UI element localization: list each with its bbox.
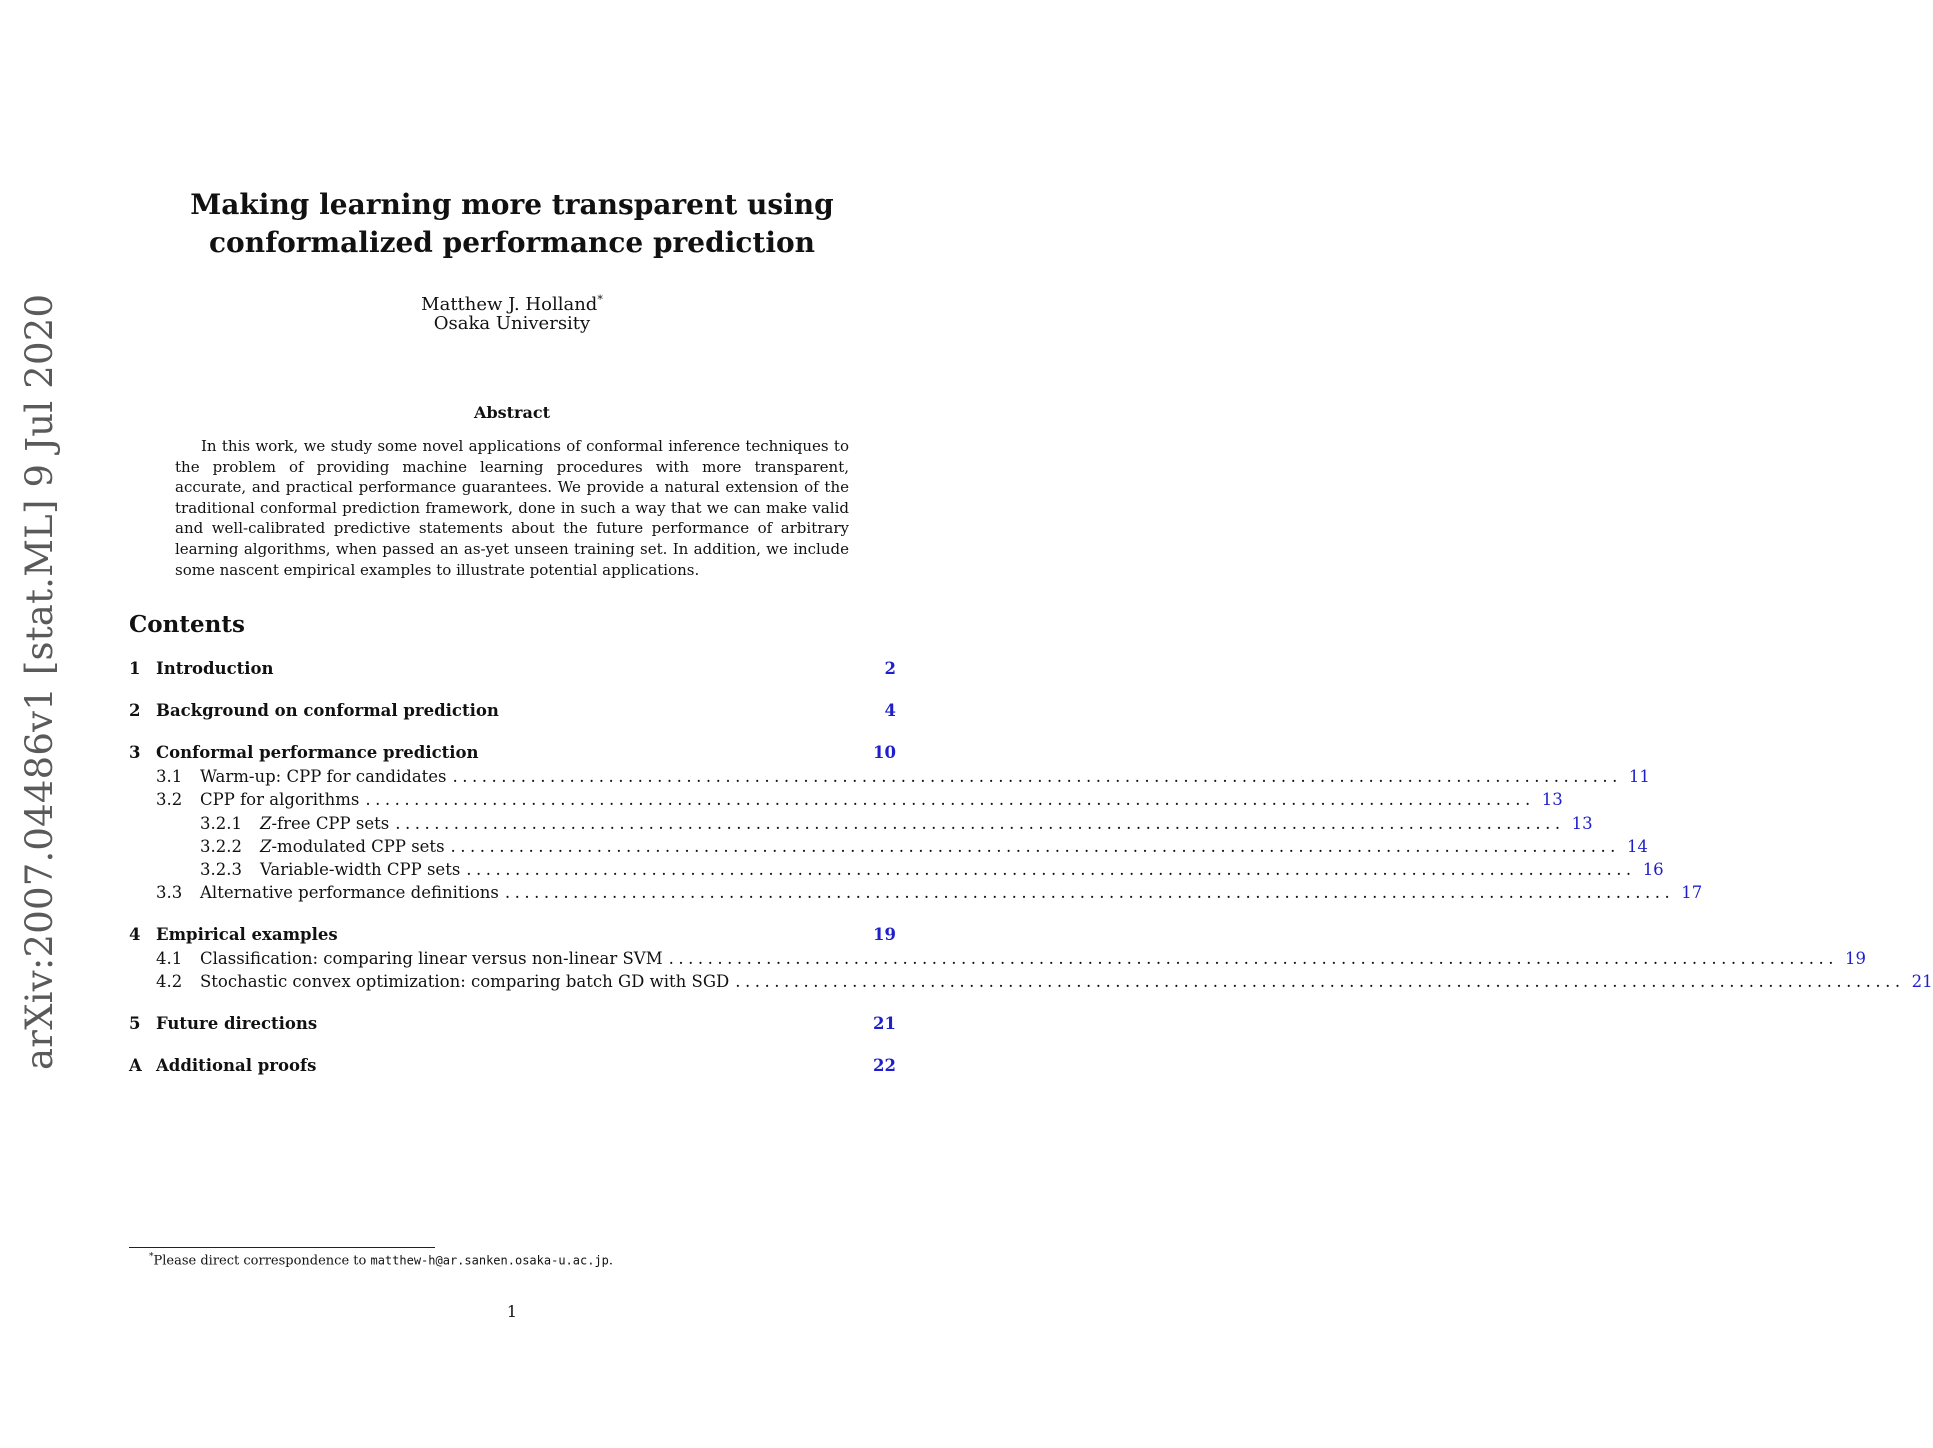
toc-page-link[interactable]: 21 xyxy=(1911,972,1933,991)
toc-entry-number: 3.3 xyxy=(156,883,183,902)
toc-page-link[interactable]: 17 xyxy=(1681,883,1703,902)
contents-heading: Contents xyxy=(129,611,245,638)
toc-entry[interactable] xyxy=(129,699,896,723)
toc-entry-title-text: Future directions xyxy=(156,1014,318,1033)
toc-leader-dots: ........................................................................................................................ xyxy=(504,883,1675,902)
paper-title: Making learning more transparent using conformalized performance prediction xyxy=(190,188,834,259)
toc-entry[interactable] xyxy=(129,858,1664,882)
footnote-email[interactable]: matthew-h@ar.sanken.osaka-u.ac.jp xyxy=(370,1253,609,1268)
toc-entry-title xyxy=(156,1012,317,1036)
page-number: 1 xyxy=(506,1302,518,1321)
toc-entry[interactable] xyxy=(129,812,1593,836)
toc-leader-dots: ........................................................................................................................ xyxy=(395,814,1565,833)
toc-leader-dots: ........................................................................................................................ xyxy=(452,767,1622,786)
toc-entry[interactable] xyxy=(129,835,1648,859)
toc-entry-number: 3.2.1 xyxy=(200,814,242,833)
toc-leader-dots: ........................................................................................................................ xyxy=(450,837,1620,856)
toc-entry-number: 3.1 xyxy=(156,767,183,786)
toc-entry-title-text: Empirical examples xyxy=(156,925,338,944)
toc-entry-title-text: -modulated CPP sets xyxy=(271,837,445,856)
toc-entry[interactable] xyxy=(129,947,1867,971)
toc-leader-dots: ........................................................................................................................ xyxy=(466,860,1636,879)
toc-entry-title-text: CPP for algorithms xyxy=(200,790,360,809)
toc-entry[interactable] xyxy=(129,765,1650,789)
abstract-text: In this work, we study some novel applications of conformal inference techniques to the problem of providing machine learning procedures with more transparent, accurate, and practical performance guarantees. We provide a natural extension of the traditional conformal prediction framework, done in such a way that we can make valid and well-calibrated predictive statements about the future performance of arbitrary learning algorithms, when passed an as-yet unseen training set. In addition, we include some nascent empirical examples to illustrate potential applications. xyxy=(175,437,849,579)
footnote xyxy=(149,1252,613,1268)
toc-page-link[interactable]: 4 xyxy=(884,701,896,720)
toc-entry-title xyxy=(200,970,729,994)
toc-entry-title xyxy=(260,858,460,882)
toc-page-link[interactable]: 16 xyxy=(1642,860,1664,879)
toc-entry[interactable] xyxy=(129,881,1703,905)
author-name-text: Matthew J. Holland xyxy=(421,294,598,315)
toc-entry-title xyxy=(200,947,663,971)
toc-entry-title-text: Classification: comparing linear versus non-linear SVM xyxy=(200,949,663,968)
toc-entry-title-text: Alternative performance definitions xyxy=(200,883,499,902)
toc-entry-title xyxy=(156,1054,316,1078)
footnote-text: Please direct correspondence to xyxy=(153,1253,371,1269)
toc-entry-title xyxy=(200,881,499,905)
toc-leader-dots: ........................................................................................................................ xyxy=(365,790,1535,809)
toc-entry-number: A xyxy=(129,1056,142,1075)
toc-entry-title-text: Conformal performance prediction xyxy=(156,743,479,762)
footnote-rule xyxy=(129,1247,435,1248)
footnote-suffix: . xyxy=(608,1253,614,1269)
toc-page-link[interactable]: 19 xyxy=(1845,949,1867,968)
toc-entry-number: 5 xyxy=(129,1014,141,1033)
toc-page-link[interactable]: 2 xyxy=(884,659,896,678)
toc-entry-number: 4.1 xyxy=(156,949,183,968)
author-footnote-marker[interactable]: * xyxy=(597,293,603,306)
toc-entry[interactable] xyxy=(129,970,1933,994)
toc-entry-title xyxy=(200,765,447,789)
toc-entry-number: 1 xyxy=(129,659,141,678)
toc-entry-number: 4.2 xyxy=(156,972,183,991)
arxiv-identifier: arXiv:2007.04486v1 [stat.ML] 9 Jul 2020 xyxy=(18,293,61,1070)
toc-entry-title xyxy=(156,741,479,765)
toc-entry-title xyxy=(156,699,499,723)
toc-entry[interactable] xyxy=(129,788,1563,812)
toc-page-link[interactable]: 19 xyxy=(873,925,896,944)
toc-entry-title xyxy=(200,788,359,812)
toc-entry-number: 2 xyxy=(129,701,141,720)
toc-entry-title xyxy=(260,812,389,836)
toc-entry[interactable] xyxy=(129,657,896,681)
toc-entry-title-text: Variable-width CPP sets xyxy=(260,860,461,879)
toc-entry-title-text: -free CPP sets xyxy=(271,814,390,833)
toc-entry[interactable] xyxy=(129,923,896,947)
toc-entry-title-symbol: Z xyxy=(260,814,272,833)
toc-entry-number: 3.2 xyxy=(156,790,183,809)
toc-entry-title-text: Stochastic convex optimization: comparing batch GD with SGD xyxy=(200,972,730,991)
toc-entry[interactable] xyxy=(129,741,896,765)
toc-entry[interactable] xyxy=(129,1054,896,1078)
toc-page-link[interactable]: 10 xyxy=(873,743,896,762)
toc-entry-number: 3.2.2 xyxy=(200,837,242,856)
toc-entry[interactable] xyxy=(129,1012,896,1036)
toc-entry-title-text: Warm-up: CPP for candidates xyxy=(200,767,447,786)
toc-page-link[interactable]: 11 xyxy=(1628,767,1650,786)
toc-leader-dots: ........................................................................................................................ xyxy=(735,972,1905,991)
toc-page-link[interactable]: 21 xyxy=(873,1014,896,1033)
toc-entry-title xyxy=(156,923,338,947)
toc-page-link[interactable]: 22 xyxy=(873,1056,896,1075)
toc-page-link[interactable]: 14 xyxy=(1626,837,1648,856)
toc-page-link[interactable]: 13 xyxy=(1571,814,1593,833)
toc-entry-title-text: Introduction xyxy=(156,659,274,678)
toc-entry-number: 3 xyxy=(129,743,141,762)
abstract-heading: Abstract xyxy=(474,403,550,422)
toc-entry-title xyxy=(260,835,445,859)
toc-entry-number: 3.2.3 xyxy=(200,860,242,879)
toc-entry-title-symbol: Z xyxy=(260,837,272,856)
toc-entry-title-text: Additional proofs xyxy=(156,1056,317,1075)
author-affiliation: Osaka University xyxy=(433,313,591,334)
toc-leader-dots: ........................................................................................................................ xyxy=(668,949,1839,968)
toc-entry-title xyxy=(156,657,274,681)
toc-entry-number: 4 xyxy=(129,925,141,944)
toc-entry-title-text: Background on conformal prediction xyxy=(156,701,499,720)
toc-page-link[interactable]: 13 xyxy=(1541,790,1563,809)
footnote-marker: * xyxy=(149,1252,154,1262)
